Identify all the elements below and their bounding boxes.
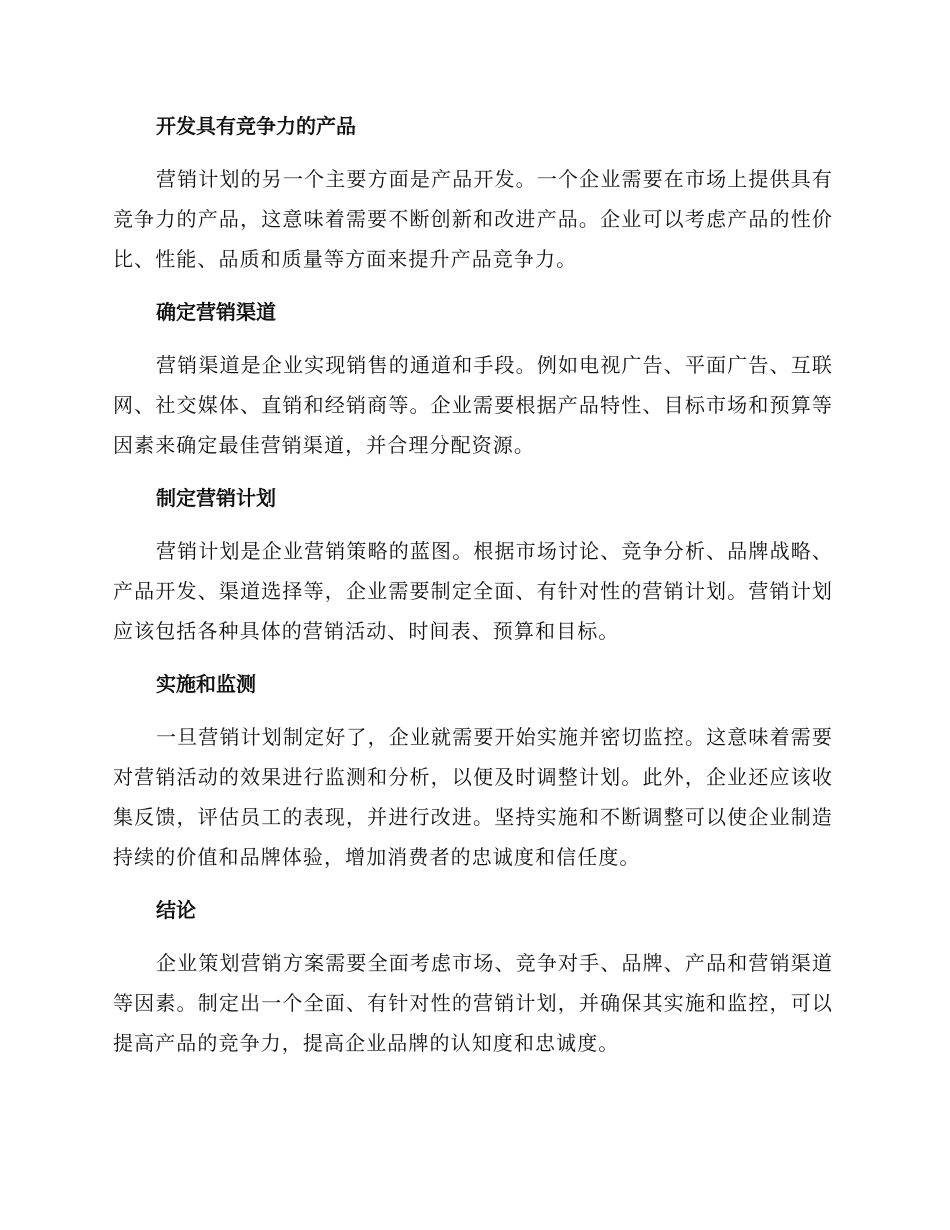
- document-page: [113, 106, 833, 1076]
- section-heading: 结论: [156, 898, 196, 922]
- section-implementation-monitoring: [113, 664, 833, 877]
- section-paragraph: 营销渠道是企业实现销售的通道和手段。例如电视广告、平面广告、互联网、社交媒体、直销和经销商等。企业需要根据产品特性、目标市场和预算等因素来确定最佳营销渠道，并合理分配资源。: [113, 353, 833, 457]
- section-heading: 确定营销渠道: [156, 300, 276, 324]
- section-paragraph: 一旦营销计划制定好了，企业就需要开始实施并密切监控。这意味着需要对营销活动的效果进行监测和分析，以便及时调整计划。此外，企业还应该收集反馈，评估员工的表现，并进行改进。坚持实施和不断调整可以使企业制造持续的价值和品牌体验，增加消费者的忠诚度和信任度。: [113, 725, 833, 869]
- section-paragraph: 企业策划营销方案需要全面考虑市场、竞争对手、品牌、产品和营销渠道等因素。制定出一个全面、有针对性的营销计划，并确保其实施和监控，可以提高产品的竞争力，提高企业品牌的认知度和忠诚度。: [113, 951, 833, 1055]
- section-heading: 开发具有竞争力的产品: [156, 114, 356, 138]
- section-heading: 制定营销计划: [156, 486, 276, 510]
- section-heading: 实施和监测: [156, 672, 256, 696]
- section-paragraph: 营销计划是企业营销策略的蓝图。根据市场讨论、竞争分析、品牌战略、产品开发、渠道选择等，企业需要制定全面、有针对性的营销计划。营销计划应该包括各种具体的营销活动、时间表、预算和目标。: [113, 539, 833, 643]
- section-conclusion: [113, 890, 833, 1063]
- section-product-development: [113, 106, 833, 279]
- section-marketing-channels: [113, 292, 833, 465]
- section-paragraph: 营销计划的另一个主要方面是产品开发。一个企业需要在市场上提供具有竞争力的产品，这意味着需要不断创新和改进产品。企业可以考虑产品的性价比、性能、品质和质量等方面来提升产品竞争力。: [113, 167, 833, 271]
- section-marketing-plan: [113, 478, 833, 651]
